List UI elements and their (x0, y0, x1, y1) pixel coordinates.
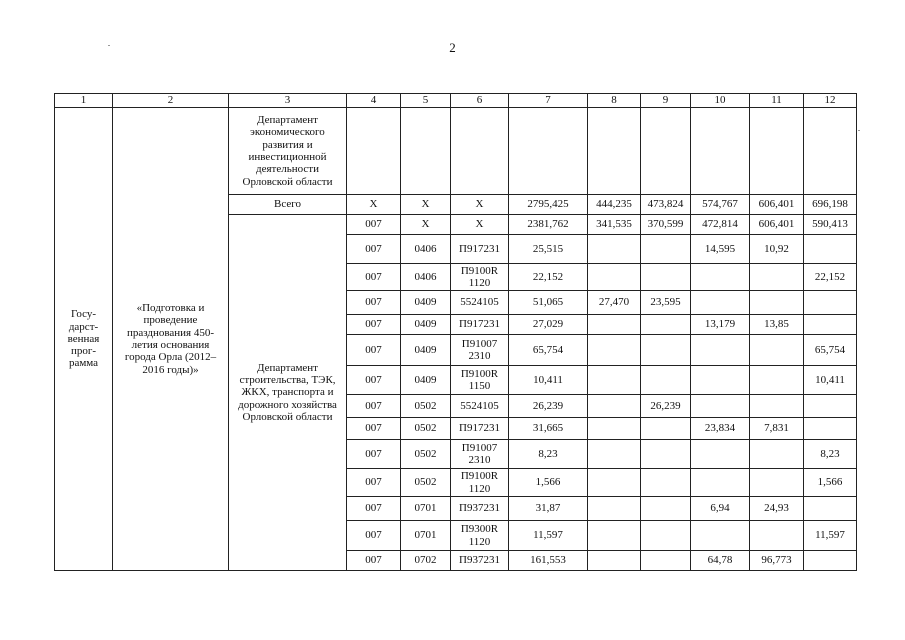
table-cell: 341,535 (588, 215, 641, 235)
table-cell: 14,595 (691, 235, 750, 264)
table-cell (691, 521, 750, 551)
empty-cell (588, 108, 641, 195)
header-cell: 5 (401, 94, 451, 108)
table-cell: 23,834 (691, 418, 750, 440)
table-body (55, 94, 857, 571)
table-cell (588, 315, 641, 335)
table-cell: 7,831 (750, 418, 804, 440)
table-cell: П91007 2310 (451, 440, 509, 469)
header-cell: 4 (347, 94, 401, 108)
table-cell (641, 497, 691, 521)
table-cell (588, 335, 641, 366)
empty-cell (750, 108, 804, 195)
table-cell: 0502 (401, 395, 451, 418)
table-cell (641, 315, 691, 335)
table-cell: 25,515 (509, 235, 588, 264)
table-cell: 10,411 (804, 366, 857, 395)
header-cell: 11 (750, 94, 804, 108)
table-cell (641, 440, 691, 469)
table-cell (691, 291, 750, 315)
empty-cell (401, 108, 451, 195)
table-cell (588, 497, 641, 521)
table-cell: 007 (347, 551, 401, 571)
table-cell (804, 418, 857, 440)
table-cell: 31,665 (509, 418, 588, 440)
header-cell: 10 (691, 94, 750, 108)
header-cell: 3 (229, 94, 347, 108)
table-cell (750, 395, 804, 418)
total-label: Всего (229, 195, 347, 215)
header-cell: 2 (113, 94, 229, 108)
table-cell: 007 (347, 315, 401, 335)
table-cell (641, 418, 691, 440)
table-cell: 0409 (401, 335, 451, 366)
table-cell: 007 (347, 469, 401, 497)
table-cell: 0406 (401, 235, 451, 264)
table-cell (691, 440, 750, 469)
table-cell: 0406 (401, 264, 451, 291)
table-cell: 31,87 (509, 497, 588, 521)
table-cell: 007 (347, 264, 401, 291)
table-cell (641, 235, 691, 264)
table-cell: 0702 (401, 551, 451, 571)
table-cell (588, 264, 641, 291)
table-cell: П9100R 1120 (451, 264, 509, 291)
table-cell: 590,413 (804, 215, 857, 235)
table-cell: 007 (347, 235, 401, 264)
table-cell: 007 (347, 440, 401, 469)
page-number: 2 (449, 40, 456, 55)
table-cell: 007 (347, 395, 401, 418)
table-cell: П9100R 1150 (451, 366, 509, 395)
table-cell: 22,152 (804, 264, 857, 291)
table-cell: 0502 (401, 469, 451, 497)
table-cell: 13,85 (750, 315, 804, 335)
program-name-cell: «Подготовка и проведение празднования 450-летия основания города Орла (2012–2016 годы)» (113, 108, 229, 571)
table-cell: 6,94 (691, 497, 750, 521)
table-cell: Х (401, 215, 451, 235)
empty-cell (691, 108, 750, 195)
table-cell (588, 469, 641, 497)
table-cell: П937231 (451, 551, 509, 571)
table-cell (691, 395, 750, 418)
table-cell: 0502 (401, 440, 451, 469)
table-cell: 0701 (401, 521, 451, 551)
table-cell: П917231 (451, 315, 509, 335)
table-cell: Х (451, 215, 509, 235)
table-cell (804, 235, 857, 264)
total-cell: 574,767 (691, 195, 750, 215)
total-cell: 696,198 (804, 195, 857, 215)
table-cell: 1,566 (509, 469, 588, 497)
table-cell: 10,92 (750, 235, 804, 264)
table-cell: 1,566 (804, 469, 857, 497)
table-cell: 007 (347, 335, 401, 366)
table-cell (691, 469, 750, 497)
header-cell: 1 (55, 94, 113, 108)
total-cell: 473,824 (641, 195, 691, 215)
table-cell: 5524105 (451, 291, 509, 315)
table-cell: П91007 2310 (451, 335, 509, 366)
table-cell (641, 335, 691, 366)
table-cell (750, 440, 804, 469)
table-cell (641, 264, 691, 291)
table-cell: 8,23 (804, 440, 857, 469)
table-cell: 2381,762 (509, 215, 588, 235)
table-cell: 11,597 (509, 521, 588, 551)
table-cell (641, 521, 691, 551)
table-cell: П9100R 1120 (451, 469, 509, 497)
table-cell (750, 264, 804, 291)
table-cell: 26,239 (509, 395, 588, 418)
table-cell: 007 (347, 521, 401, 551)
table-cell: 606,401 (750, 215, 804, 235)
table-cell: П917231 (451, 418, 509, 440)
total-cell: Х (451, 195, 509, 215)
table-cell: 11,597 (804, 521, 857, 551)
table-cell: 8,23 (509, 440, 588, 469)
empty-cell (451, 108, 509, 195)
header-cell: 9 (641, 94, 691, 108)
table-cell (588, 521, 641, 551)
header-cell: 7 (509, 94, 588, 108)
table-cell: 27,470 (588, 291, 641, 315)
empty-cell (641, 108, 691, 195)
table-cell: 0701 (401, 497, 451, 521)
header-cell: 6 (451, 94, 509, 108)
table-cell (804, 291, 857, 315)
table-cell (588, 551, 641, 571)
table-cell (750, 366, 804, 395)
table-cell (804, 395, 857, 418)
total-cell: 606,401 (750, 195, 804, 215)
table-cell: П937231 (451, 497, 509, 521)
table-cell: 23,595 (641, 291, 691, 315)
table-cell: 0409 (401, 315, 451, 335)
table-cell: 007 (347, 215, 401, 235)
table-cell: 0409 (401, 291, 451, 315)
table-cell: 22,152 (509, 264, 588, 291)
table-cell (804, 315, 857, 335)
table-cell: 26,239 (641, 395, 691, 418)
table-cell: 007 (347, 497, 401, 521)
scan-speck (108, 45, 110, 46)
table-cell (691, 264, 750, 291)
table-cell (588, 366, 641, 395)
table-cell (641, 366, 691, 395)
empty-cell (509, 108, 588, 195)
budget-table (54, 93, 857, 571)
table-cell: 13,179 (691, 315, 750, 335)
table-cell (588, 418, 641, 440)
table-cell: 10,411 (509, 366, 588, 395)
dept-construction-cell: Департамент строительства, ТЭК, ЖКХ, транспорта и дорожного хозяйства Орловской области (229, 215, 347, 571)
table-cell: 370,599 (641, 215, 691, 235)
table-cell: 5524105 (451, 395, 509, 418)
table-cell (588, 235, 641, 264)
empty-cell (804, 108, 857, 195)
table-cell: 96,773 (750, 551, 804, 571)
table-cell: 51,065 (509, 291, 588, 315)
table-cell: 007 (347, 291, 401, 315)
table-cell: 007 (347, 418, 401, 440)
header-row (55, 94, 857, 108)
table-cell (750, 521, 804, 551)
total-cell: Х (401, 195, 451, 215)
table-cell (691, 366, 750, 395)
table-cell: 0502 (401, 418, 451, 440)
scan-speck (858, 130, 860, 131)
table-cell: П917231 (451, 235, 509, 264)
table-cell (691, 335, 750, 366)
table-cell (804, 551, 857, 571)
table-cell: 161,553 (509, 551, 588, 571)
table-cell (588, 395, 641, 418)
total-cell: 444,235 (588, 195, 641, 215)
header-cell: 12 (804, 94, 857, 108)
program-type-cell: Госу-дарст-венная прог-рамма (55, 108, 113, 571)
table-cell (804, 497, 857, 521)
table-cell: П9300R 1120 (451, 521, 509, 551)
table-cell: 27,029 (509, 315, 588, 335)
table-cell (641, 551, 691, 571)
table-cell: 65,754 (509, 335, 588, 366)
header-cell: 8 (588, 94, 641, 108)
dept-economic-cell: Департамент экономического развития и инвестиционной деятельности Орловской области (229, 108, 347, 195)
table-cell: 24,93 (750, 497, 804, 521)
total-cell: 2795,425 (509, 195, 588, 215)
table-cell: 64,78 (691, 551, 750, 571)
table-cell (641, 469, 691, 497)
empty-cell (347, 108, 401, 195)
table-cell (750, 469, 804, 497)
table-cell: 472,814 (691, 215, 750, 235)
table-cell: 007 (347, 366, 401, 395)
table-cell (588, 440, 641, 469)
table-cell: 0409 (401, 366, 451, 395)
total-cell: Х (347, 195, 401, 215)
table-cell: 65,754 (804, 335, 857, 366)
dept-economic-row (55, 108, 857, 195)
table-cell (750, 335, 804, 366)
table-cell (750, 291, 804, 315)
